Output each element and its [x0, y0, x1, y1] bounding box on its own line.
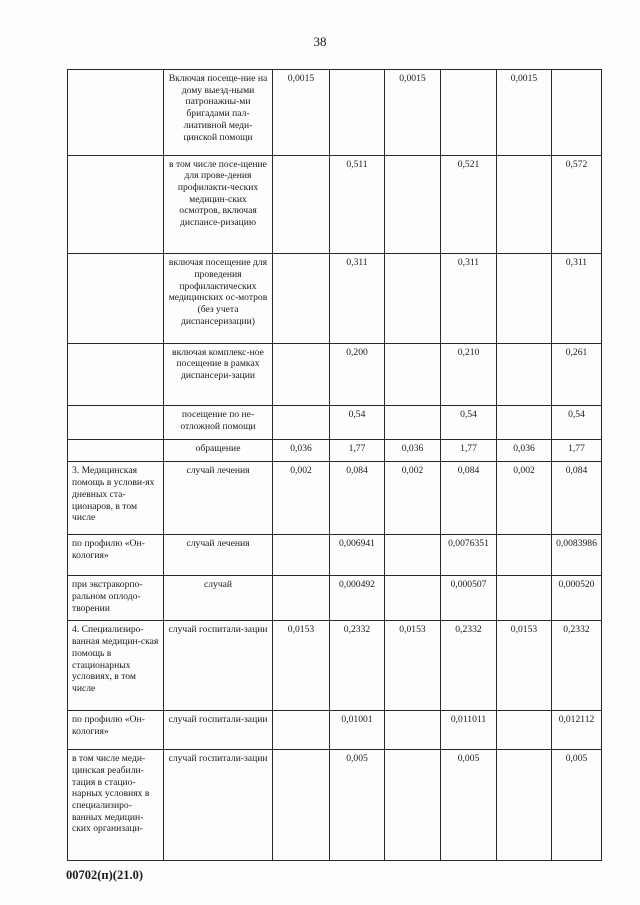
value-cell	[273, 254, 330, 344]
value-cell: 0,54	[441, 406, 497, 440]
table-row	[68, 621, 602, 711]
page-number: 38	[313, 34, 327, 49]
value-cell: 0,0015	[273, 70, 330, 156]
value-cell: 0,084	[330, 462, 385, 534]
row-unit-cell: случай госпитали-зации	[164, 710, 273, 749]
value-cell: 0,210	[441, 343, 497, 405]
value-cell: 0,005	[552, 750, 602, 861]
value-cell	[385, 343, 441, 405]
value-cell	[273, 343, 330, 405]
row-name-cell	[68, 406, 164, 440]
value-cell	[273, 406, 330, 440]
value-cell	[497, 155, 552, 254]
value-cell	[385, 254, 441, 344]
value-cell	[273, 710, 330, 749]
value-cell: 0,036	[497, 440, 552, 462]
value-cell: 0,036	[385, 440, 441, 462]
table-row	[68, 440, 602, 462]
value-cell	[497, 534, 552, 575]
row-unit-cell: случай госпитали-зации	[164, 621, 273, 711]
value-cell: 0,54	[330, 406, 385, 440]
value-cell: 0,011011	[441, 710, 497, 749]
value-cell: 0,0153	[497, 621, 552, 711]
row-unit-cell: случай лечения	[164, 534, 273, 575]
row-name-cell: в том числе меди-цинская реабили-тация в стацио-нарных условиях в специализиро-ванных медицин-ских организаци-	[68, 750, 164, 861]
value-cell	[497, 254, 552, 344]
value-cell: 0,012112	[552, 710, 602, 749]
row-name-cell: по профилю «Он-кология»	[68, 710, 164, 749]
table-row	[68, 155, 602, 254]
table-row	[68, 710, 602, 749]
norms-table	[67, 69, 602, 861]
value-cell: 0,006941	[330, 534, 385, 575]
value-cell: 0,200	[330, 343, 385, 405]
document-code: 00702(п)(21.0)	[66, 868, 143, 882]
value-cell: 0,002	[385, 462, 441, 534]
value-cell: 0,0015	[385, 70, 441, 156]
value-cell: 0,2332	[330, 621, 385, 711]
value-cell	[497, 750, 552, 861]
table-row	[68, 254, 602, 344]
value-cell: 0,261	[552, 343, 602, 405]
table-row	[68, 750, 602, 861]
value-cell	[552, 70, 602, 156]
value-cell: 0,2332	[552, 621, 602, 711]
row-unit-cell: посещение по не-отложной помощи	[164, 406, 273, 440]
value-cell	[385, 576, 441, 621]
table-row	[68, 343, 602, 405]
value-cell	[385, 155, 441, 254]
value-cell: 0,0153	[385, 621, 441, 711]
row-name-cell	[68, 254, 164, 344]
value-cell	[273, 576, 330, 621]
row-name-cell	[68, 155, 164, 254]
value-cell: 0,511	[330, 155, 385, 254]
row-unit-cell: Включая посеще-ние на дому выезд-ными патронажны-ми бригадами пал-лиативной меди-цинской помощи	[164, 70, 273, 156]
value-cell: 0,572	[552, 155, 602, 254]
row-unit-cell: случай госпитали-зации	[164, 750, 273, 861]
value-cell: 0,311	[441, 254, 497, 344]
table-row	[68, 406, 602, 440]
row-unit-cell: случай лечения	[164, 462, 273, 534]
value-cell: 0,000507	[441, 576, 497, 621]
value-cell: 0,005	[441, 750, 497, 861]
row-unit-cell: включая комплекс-ное посещение в рамках диспансери-зации	[164, 343, 273, 405]
row-unit-cell: обращение	[164, 440, 273, 462]
value-cell	[273, 155, 330, 254]
value-cell	[273, 750, 330, 861]
value-cell	[497, 406, 552, 440]
value-cell	[497, 710, 552, 749]
row-name-cell	[68, 343, 164, 405]
row-name-cell	[68, 70, 164, 156]
row-name-cell: 4. Специализиро-ванная медицин-ская помощь в стационарных условиях, в том числе	[68, 621, 164, 711]
value-cell: 0,000520	[552, 576, 602, 621]
value-cell: 0,54	[552, 406, 602, 440]
value-cell	[441, 70, 497, 156]
value-cell: 0,0083986	[552, 534, 602, 575]
value-cell: 0,311	[552, 254, 602, 344]
value-cell: 0,521	[441, 155, 497, 254]
row-unit-cell: в том числе посе-щение для прове-дения профилакти-ческих медицин-ских осмотров, включая диспансе-ризацию	[164, 155, 273, 254]
value-cell: 0,000492	[330, 576, 385, 621]
row-unit-cell: включая посещение для проведения профилактических медицинских ос-мотров (без учета диспансеризации)	[164, 254, 273, 344]
value-cell: 1,77	[552, 440, 602, 462]
value-cell	[497, 343, 552, 405]
value-cell: 0,084	[552, 462, 602, 534]
value-cell: 1,77	[441, 440, 497, 462]
value-cell: 0,002	[497, 462, 552, 534]
value-cell: 0,311	[330, 254, 385, 344]
value-cell: 0,002	[273, 462, 330, 534]
row-name-cell	[68, 440, 164, 462]
value-cell	[385, 406, 441, 440]
table-row	[68, 462, 602, 534]
row-name-cell: 3. Медицинская помощь в услови-ях дневных ста-ционаров, в том числе	[68, 462, 164, 534]
row-name-cell: по профилю «Он-кология»	[68, 534, 164, 575]
table-row	[68, 70, 602, 156]
table-body	[68, 70, 602, 861]
value-cell: 0,2332	[441, 621, 497, 711]
value-cell: 0,036	[273, 440, 330, 462]
value-cell	[385, 750, 441, 861]
value-cell: 0,005	[330, 750, 385, 861]
value-cell	[385, 534, 441, 575]
value-cell: 0,0015	[497, 70, 552, 156]
table-row	[68, 576, 602, 621]
value-cell: 0,084	[441, 462, 497, 534]
row-unit-cell: случай	[164, 576, 273, 621]
value-cell: 1,77	[330, 440, 385, 462]
value-cell: 0,0076351	[441, 534, 497, 575]
table-row	[68, 534, 602, 575]
value-cell	[273, 534, 330, 575]
value-cell	[385, 710, 441, 749]
row-name-cell: при экстракорпо-ральном оплодо-творении	[68, 576, 164, 621]
value-cell: 0,01001	[330, 710, 385, 749]
value-cell	[497, 576, 552, 621]
value-cell: 0,0153	[273, 621, 330, 711]
value-cell	[330, 70, 385, 156]
